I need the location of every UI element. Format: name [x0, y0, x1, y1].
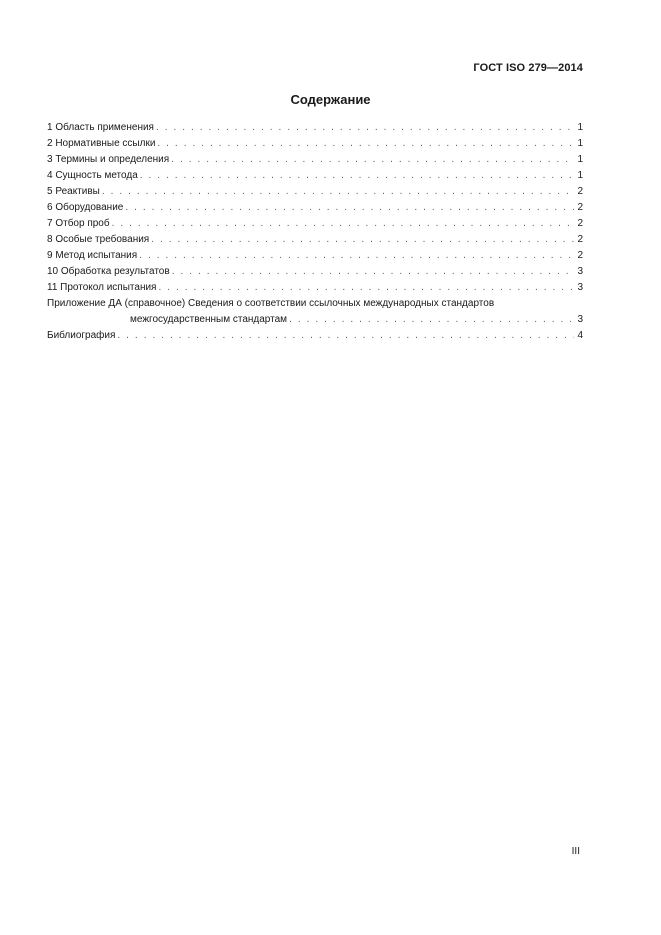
toc-entry-bibliography[interactable]: [47, 328, 583, 344]
toc-leader: [158, 280, 574, 296]
toc-entry-page: 1: [577, 138, 583, 149]
toc-leader: [112, 216, 574, 232]
toc-leader: [151, 232, 574, 248]
toc-entry-title: 7 Отбор проб: [47, 218, 110, 229]
standard-code: ГОСТ ISO 279—2014: [473, 62, 583, 74]
toc-leader: [289, 312, 574, 328]
toc-leader: [117, 328, 574, 344]
toc-entry-normative-references[interactable]: [47, 136, 583, 152]
toc-entry-page: 4: [577, 330, 583, 341]
toc-entry-page: 3: [577, 314, 583, 325]
toc-entry-page: 2: [577, 202, 583, 213]
toc-entry-reagents[interactable]: [47, 184, 583, 200]
toc-entry-equipment[interactable]: [47, 200, 583, 216]
toc-entry-page: 1: [577, 154, 583, 165]
toc-leader: [125, 200, 574, 216]
toc-leader: [156, 120, 574, 136]
toc-leader: [102, 184, 574, 200]
toc-entry-sampling[interactable]: [47, 216, 583, 232]
toc-entry-title: 5 Реактивы: [47, 186, 100, 197]
toc-entry-annex[interactable]: [47, 296, 583, 328]
toc-entry-page: 2: [577, 186, 583, 197]
toc-entry-page: 3: [577, 282, 583, 293]
toc-title: Содержание: [290, 92, 371, 107]
toc-entry-method-principle[interactable]: [47, 168, 583, 184]
toc-entry-page: 1: [577, 122, 583, 133]
toc-leader: [171, 152, 574, 168]
page-number: III: [571, 846, 580, 857]
toc-entry-title: 10 Обработка результатов: [47, 266, 170, 277]
toc-entry-scope[interactable]: [47, 120, 583, 136]
toc-entry-title: 8 Особые требования: [47, 234, 150, 245]
toc-leader: [172, 264, 574, 280]
toc-leader: [157, 136, 574, 152]
toc-annex-title-line2: межгосударственным стандартам: [130, 314, 288, 325]
toc-entry-title: Библиография: [47, 330, 116, 341]
toc-annex-line2-row: [47, 312, 583, 328]
toc-entry-terms[interactable]: [47, 152, 583, 168]
toc-entry-title: 4 Сущность метода: [47, 170, 138, 181]
toc-entry-special-requirements[interactable]: [47, 232, 583, 248]
toc-entry-test-method[interactable]: [47, 248, 583, 264]
toc-entry-title: 6 Оборудование: [47, 202, 124, 213]
toc-entry-title: 2 Нормативные ссылки: [47, 138, 156, 149]
toc-entry-test-report[interactable]: [47, 280, 583, 296]
toc-entry-title: 9 Метод испытания: [47, 250, 138, 261]
toc-entry-page: 3: [577, 266, 583, 277]
toc-entry-page: 1: [577, 170, 583, 181]
toc-entry-title: 11 Протокол испытания: [47, 282, 157, 293]
toc-leader: [140, 168, 574, 184]
table-of-contents: [47, 120, 583, 344]
toc-entry-title: 3 Термины и определения: [47, 154, 170, 165]
toc-leader: [139, 248, 574, 264]
toc-annex-title-line1: Приложение ДА (справочное) Сведения о соответствии ссылочных международных стандартов: [47, 298, 495, 309]
toc-entry-results-processing[interactable]: [47, 264, 583, 280]
toc-entry-page: 2: [577, 250, 583, 261]
toc-entry-page: 2: [577, 218, 583, 229]
toc-entry-title: 1 Область применения: [47, 122, 154, 133]
toc-entry-page: 2: [577, 234, 583, 245]
